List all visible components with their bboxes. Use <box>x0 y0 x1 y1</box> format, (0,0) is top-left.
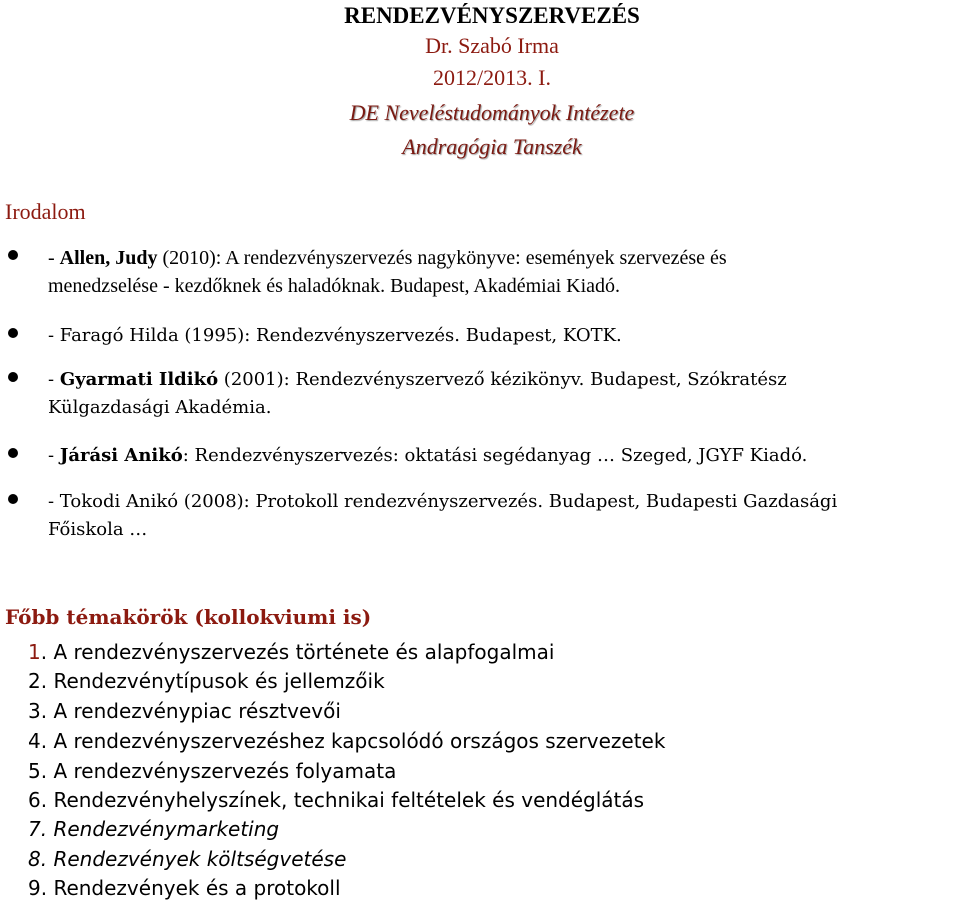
topics-heading: Főbb témakörök (kollokviumi is) <box>5 605 372 629</box>
bib-line: - Allen, Judy (2010): A rendezvényszervezés nagykönyve: események szervezése és <box>48 247 727 269</box>
bib-line: menedzselése - kezdőknek és haladóknak. Budapest, Akadémiai Kiadó. <box>48 275 621 297</box>
topic-item: 4. A rendezvényszervezéshez kapcsolódó országos szervezetek <box>28 729 666 753</box>
bib-author: Járási Anikó <box>59 445 183 466</box>
topic-item: 5. A rendezvényszervezés folyamata <box>28 759 397 783</box>
bib-line: Főiskola … <box>48 519 148 540</box>
department-name: Andragógia Tanszék <box>402 134 582 159</box>
bullet-icon <box>8 494 18 504</box>
bib-line: - Tokodi Anikó (2008): Protokoll rendezvényszervezés. Budapest, Budapesti Gazdasági <box>48 491 838 512</box>
topic-item: 6. Rendezvényhelyszínek, technikai feltételek és vendéglátás <box>28 788 645 812</box>
bib-line: - Járási Anikó: Rendezvényszervezés: oktatási segédanyag … Szeged, JGYF Kiadó. <box>48 445 808 466</box>
topic-item: 2. Rendezvénytípusok és jellemzőik <box>28 669 385 693</box>
bullet-icon <box>8 372 18 382</box>
topic-item: 7. Rendezvénymarketing <box>28 817 280 841</box>
document-title: RENDEZVÉNYSZERVEZÉS <box>344 3 640 28</box>
topic-item: 1. A rendezvényszervezés története és alapfogalmai <box>28 640 555 664</box>
topic-item: 8. Rendezvények költségvetése <box>28 847 347 871</box>
bib-author: Allen, Judy <box>59 247 158 269</box>
topic-item: 9. Rendezvények és a protokoll <box>28 876 341 900</box>
bullet-icon <box>8 448 18 458</box>
bib-author: Gyarmati Ildikó <box>59 369 219 390</box>
academic-year: 2012/2013. I. <box>433 65 551 90</box>
topic-item: 3. A rendezvénypiac résztvevői <box>28 699 341 723</box>
bib-line: - Gyarmati Ildikó (2001): Rendezvényszervező kézikönyv. Budapest, Szókratész <box>48 369 787 390</box>
bib-line: Külgazdasági Akadémia. <box>48 397 272 418</box>
bullet-icon <box>8 250 18 260</box>
author-name: Dr. Szabó Irma <box>425 33 559 58</box>
literature-heading: Irodalom <box>5 199 86 224</box>
bullet-icon <box>8 328 18 338</box>
institute-name: DE Neveléstudományok Intézete <box>349 100 635 125</box>
bib-line: - Faragó Hilda (1995): Rendezvényszervezés. Budapest, KOTK. <box>48 325 622 346</box>
